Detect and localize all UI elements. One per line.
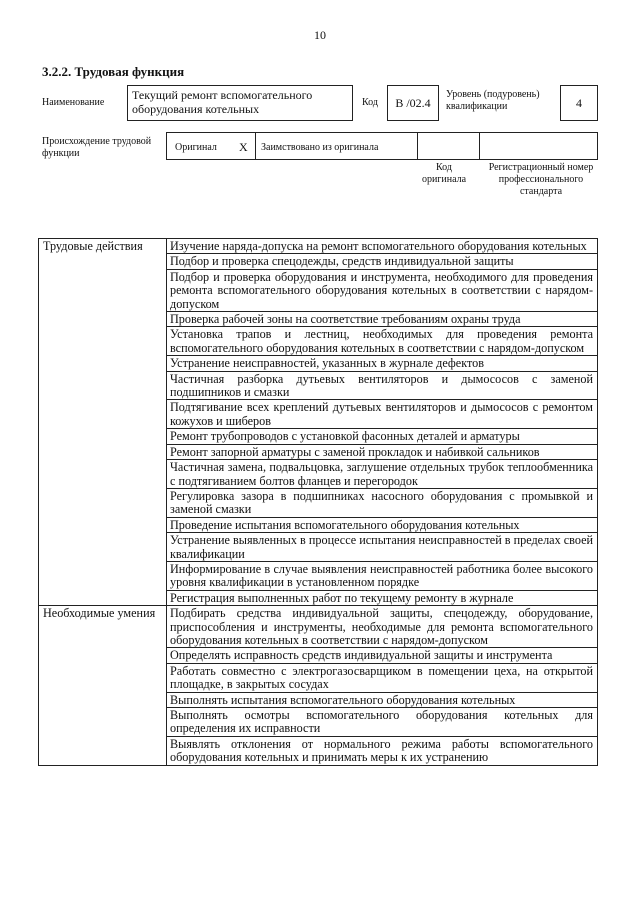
- level-label: Уровень (подуровень) квалификации: [446, 89, 540, 112]
- code-caption: Код оригинала: [421, 162, 467, 185]
- name-value: Текущий ремонт вспомогательного оборудования котельных: [132, 88, 313, 116]
- table-cell-item: Информирование в случае выявления неисправностей работника более высокого уровня квалификации в установленном порядке: [167, 561, 598, 590]
- table-cell-item: Ремонт трубопроводов с установкой фасонных деталей и арматуры: [167, 429, 598, 444]
- section-title-cell: Необходимые умения: [39, 606, 167, 765]
- level-value: 4: [576, 96, 582, 110]
- original-label: Оригинал: [175, 142, 217, 153]
- table-cell-item: Установка трапов и лестниц, необходимых для проведения ремонта вспомогательного оборудования котельных в соответствии с нарядом-допуском: [167, 327, 598, 356]
- table-cell-item: Устранение выявленных в процессе испытания неисправностей в пределах своей квалификации: [167, 533, 598, 562]
- name-label: Наименование: [42, 97, 105, 108]
- table-row: [39, 239, 598, 254]
- table-cell-item: Выполнять осмотры вспомогательного оборудования котельных для определения их исправности: [167, 708, 598, 737]
- table-cell-item: Частичная замена, подвальцовка, заглушение отдельных трубок теплообменника с подтягиванием болтов фланцев и перегородок: [167, 460, 598, 489]
- table-cell-item: Подбор и проверка спецодежды, средств индивидуальной защиты: [167, 254, 598, 269]
- original-mark: X: [239, 140, 248, 154]
- name-value-box: [127, 85, 353, 121]
- table-cell-item: Частичная разборка дутьевых вентиляторов и дымососов с заменой подшипников и смазки: [167, 371, 598, 400]
- origin-divider-3: [479, 133, 480, 159]
- table-cell-item: Подбор и проверка оборудования и инструмента, необходимого для проведения ремонта вспомогательного оборудования котельных в соответствии с нарядом-допуском: [167, 269, 598, 311]
- table-cell-item: Устранение неисправностей, указанных в журнале дефектов: [167, 356, 598, 371]
- table-row: [39, 606, 598, 648]
- functions-table: [38, 238, 598, 766]
- code-value: В /02.4: [395, 96, 431, 110]
- code-value-box: [387, 85, 439, 121]
- section-title: 3.2.2. Трудовая функция: [42, 64, 185, 79]
- section-title-cell: Трудовые действия: [39, 239, 167, 606]
- origin-divider-2: [417, 133, 418, 159]
- page-number: 10: [314, 28, 326, 42]
- table-cell-item: Выполнять испытания вспомогательного оборудования котельных: [167, 692, 598, 707]
- table-cell-item: Определять исправность средств индивидуальной защиты и инструмента: [167, 648, 598, 663]
- table-cell-item: Ремонт запорной арматуры с заменой прокладок и набивкой сальников: [167, 444, 598, 459]
- table-cell-item: Выявлять отклонения от нормального режима работы вспомогательного оборудования котельных и принимать меры к их устранению: [167, 736, 598, 765]
- table-cell-item: Регулировка зазора в подшипниках насосного оборудования с промывкой и заменой смазки: [167, 488, 598, 517]
- origin-box: [166, 132, 598, 160]
- table-cell-item: Проверка рабочей зоны на соответствие требованиям охраны труда: [167, 312, 598, 327]
- table-cell-item: Изучение наряда-допуска на ремонт вспомогательного оборудования котельных: [167, 239, 598, 254]
- reg-caption: Регистрационный номер профессионального стандарта: [488, 162, 594, 197]
- table-cell-item: Подбирать средства индивидуальной защиты, спецодежду, оборудование, приспособления и инструменты, необходимые для ремонта вспомогательного оборудования котельных в соответствии с нарядом-допуском: [167, 606, 598, 648]
- origin-label: Происхождение трудовой функции: [42, 136, 152, 159]
- table-cell-item: Работать совместно с электрогазосварщиком в помещении цеха, на открытой площадке, в закрытых сосудах: [167, 663, 598, 692]
- origin-divider-1: [255, 133, 256, 159]
- level-value-box: [560, 85, 598, 121]
- code-label: Код: [362, 97, 378, 108]
- table-cell-item: Подтягивание всех креплений дутьевых вентиляторов и дымососов с ремонтом кожухов и шиберов: [167, 400, 598, 429]
- table-cell-item: Регистрация выполненных работ по текущему ремонту в журнале: [167, 590, 598, 605]
- table-cell-item: Проведение испытания вспомогательного оборудования котельных: [167, 517, 598, 532]
- borrowed-label: Заимствовано из оригинала: [261, 142, 379, 153]
